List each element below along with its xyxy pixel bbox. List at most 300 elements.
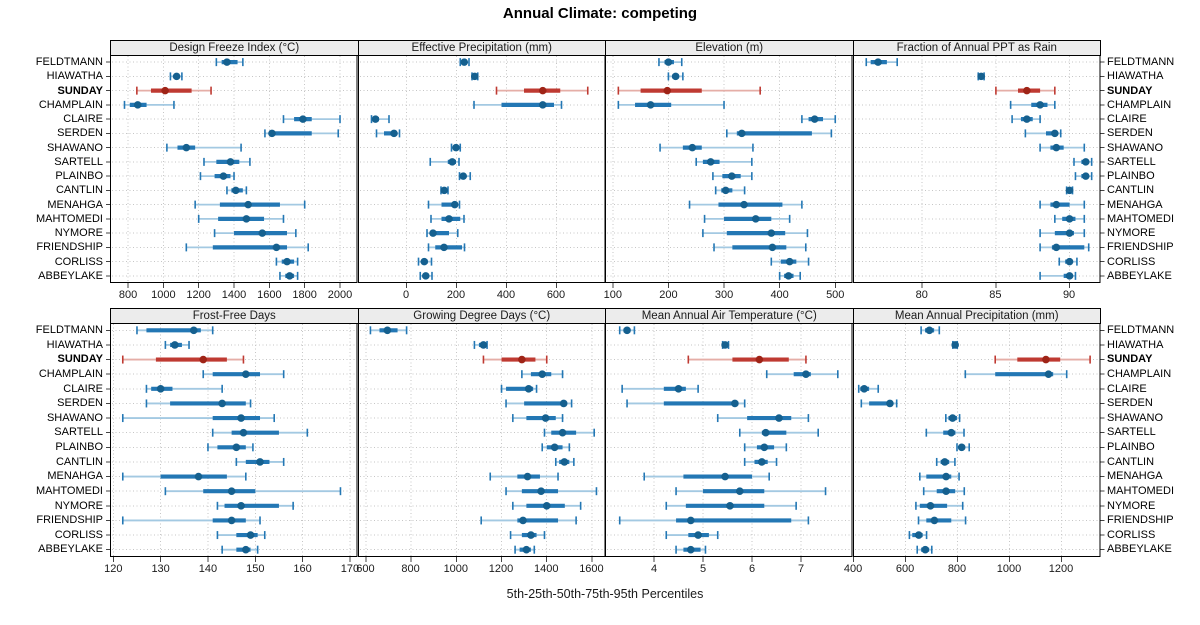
series-feldtmann: [370, 326, 406, 334]
series-sunday: [496, 87, 587, 95]
median-dot: [940, 458, 948, 466]
series-serden: [506, 399, 572, 407]
series-champlain: [767, 370, 838, 378]
station-label-left-nymore: NYMORE: [54, 227, 103, 239]
median-dot: [459, 172, 467, 180]
station-label-right-menahga: MENAHGA: [1107, 470, 1163, 483]
median-dot: [519, 517, 527, 525]
series-abbeylake: [515, 546, 534, 554]
median-dot: [440, 244, 448, 252]
median-dot: [228, 487, 236, 495]
median-dot: [947, 429, 955, 437]
station-label-left-plainbo: PLAINBO: [55, 441, 103, 453]
station-label-left-abbeylake: ABBEYLAKE: [38, 269, 103, 282]
station-label-right-serden: SERDEN: [1107, 397, 1153, 410]
median-dot: [951, 341, 959, 349]
median-dot: [268, 130, 276, 138]
station-label-left-abbeylake: ABBEYLAKE: [38, 543, 103, 556]
median-dot: [647, 101, 655, 109]
station-label-left-feldtmann: FELDTMANN: [35, 56, 103, 68]
station-label-right-serden: SERDEN: [1107, 127, 1153, 140]
median-dot: [445, 215, 453, 223]
station-label-left-corliss: CORLISS: [54, 255, 103, 268]
x-tick-label: 1000: [443, 563, 469, 575]
station-label-right-plainbo: PLAINBO: [1107, 170, 1155, 182]
median-dot: [286, 272, 294, 280]
median-dot: [390, 130, 398, 138]
chart-title: Annual Climate: competing: [502, 5, 698, 22]
median-dot: [1065, 272, 1073, 280]
median-dot: [541, 414, 549, 422]
station-label-left-shawano: SHAWANO: [46, 411, 103, 424]
median-dot: [722, 187, 730, 195]
median-dot: [948, 414, 956, 422]
median-dot: [1052, 144, 1060, 152]
series-corliss: [276, 258, 297, 266]
x-tick-label: 800: [118, 289, 138, 301]
median-dot: [623, 327, 631, 335]
series-sunday: [995, 87, 1054, 95]
x-tick-label: 150: [246, 563, 265, 575]
panel-strip-frost-free-days: Frost-Free Days: [110, 308, 359, 324]
series-cantlin: [440, 186, 448, 194]
station-label-right-nymore: NYMORE: [1107, 499, 1156, 512]
station-label-right-abbeylake: ABBEYLAKE: [1107, 543, 1172, 556]
series-feldtmann: [460, 58, 469, 66]
series-shawano: [718, 414, 809, 422]
series-mahtomedi: [676, 487, 825, 495]
median-dot: [930, 517, 938, 525]
median-dot: [470, 73, 478, 81]
station-label-right-cantlin: CANTLIN: [1107, 184, 1155, 197]
series-champlain: [124, 101, 173, 109]
median-dot: [242, 370, 250, 378]
median-dot: [440, 187, 448, 195]
median-dot: [550, 444, 558, 452]
series-abbeylake: [917, 546, 932, 554]
median-dot: [942, 473, 950, 481]
series-serden: [861, 399, 896, 407]
x-tick-label: 1600: [257, 289, 282, 301]
median-dot: [1065, 215, 1073, 223]
series-serden: [376, 129, 399, 137]
median-dot: [371, 115, 379, 123]
x-tick-label: 1400: [533, 563, 559, 575]
x-tick-label: 90: [1062, 289, 1076, 301]
x-tick-label: 200: [659, 289, 678, 301]
series-shawano: [660, 144, 753, 152]
x-tick-label: 1000: [996, 563, 1022, 575]
median-dot: [157, 385, 165, 393]
series-claire: [858, 385, 877, 393]
station-label-left-mahtomedi: MAHTOMEDI: [35, 484, 103, 497]
series-plainbo: [713, 172, 752, 180]
x-tick-label: 5: [699, 563, 707, 575]
station-label-left-nymore: NYMORE: [54, 499, 103, 512]
station-label-right-sartell: SARTELL: [1107, 155, 1156, 168]
station-label-left-friendship: FRIENDSHIP: [36, 514, 103, 527]
series-menahga: [919, 473, 958, 481]
panel-strip-fraction-ppt-rain: Fraction of Annual PPT as Rain: [853, 40, 1102, 56]
median-dot: [183, 144, 191, 152]
station-label-right-sartell: SARTELL: [1107, 426, 1156, 439]
series-claire: [371, 115, 389, 123]
median-dot: [243, 215, 251, 223]
series-mahtomedi: [705, 215, 790, 223]
series-mahtomedi: [431, 215, 464, 223]
series-friendship: [481, 516, 576, 524]
median-dot: [1052, 244, 1060, 252]
x-tick-label: 2000: [327, 289, 353, 301]
station-label-right-hiawatha: HIAWATHA: [1107, 70, 1164, 83]
series-nymore: [1040, 229, 1084, 237]
x-tick-label: 160: [293, 563, 312, 575]
median-dot: [522, 546, 530, 554]
median-dot: [1044, 370, 1052, 378]
median-dot: [220, 172, 228, 180]
series-friendship: [918, 516, 965, 524]
series-mahtomedi: [1054, 215, 1083, 223]
median-dot: [273, 244, 281, 252]
x-tick-label: 1200: [488, 563, 514, 575]
median-dot: [232, 187, 240, 195]
x-tick-label: 85: [989, 289, 1002, 301]
median-dot: [925, 327, 933, 335]
median-dot: [237, 502, 245, 510]
station-label-right-corliss: CORLISS: [1107, 528, 1156, 541]
median-dot: [134, 101, 142, 109]
series-nymore: [427, 229, 458, 237]
median-dot: [921, 546, 929, 554]
series-friendship: [620, 516, 809, 524]
panel-mean-annual-air-temperature: [605, 323, 853, 557]
station-label-right-sunday: SUNDAY: [1107, 353, 1153, 366]
percentile-caption: 5th-25th-50th-75th-95th Percentiles: [506, 587, 704, 601]
median-dot: [421, 272, 429, 280]
series-claire: [622, 385, 698, 393]
series-nymore: [666, 502, 796, 510]
x-tick-label: 500: [826, 289, 845, 301]
station-label-right-shawano: SHAWANO: [1107, 141, 1164, 154]
median-dot: [1081, 172, 1089, 180]
series-hiawatha: [470, 72, 478, 80]
station-label-right-feldtmann: FELDTMANN: [1107, 324, 1175, 336]
station-label-right-menahga: MENAHGA: [1107, 198, 1163, 211]
median-dot: [218, 400, 226, 408]
median-dot: [560, 458, 568, 466]
panel-strip-effective-precipitation: Effective Precipitation (mm): [358, 40, 607, 56]
series-feldtmann: [620, 326, 635, 334]
station-label-left-menahga: MENAHGA: [47, 198, 103, 211]
median-dot: [450, 201, 458, 209]
series-shawano: [167, 144, 241, 152]
station-label-left-sartell: SARTELL: [54, 155, 103, 168]
station-label-left-hiawatha: HIAWATHA: [46, 338, 103, 351]
series-serden: [627, 399, 745, 407]
median-dot: [420, 258, 428, 266]
series-mahtomedi: [165, 487, 340, 495]
x-tick-label: 130: [151, 563, 170, 575]
median-dot: [721, 341, 729, 349]
median-dot: [758, 458, 766, 466]
series-corliss: [771, 258, 808, 266]
series-shawano: [1040, 144, 1084, 152]
series-menahga: [428, 201, 459, 209]
median-dot: [199, 356, 207, 364]
series-abbeylake: [780, 272, 801, 280]
station-label-right-friendship: FRIENDSHIP: [1107, 241, 1174, 254]
series-nymore: [512, 502, 580, 510]
median-dot: [769, 244, 777, 252]
median-dot: [518, 356, 526, 364]
x-tick-label: 300: [714, 289, 734, 301]
x-tick-label: 140: [198, 563, 218, 575]
series-champlain: [965, 370, 1066, 378]
station-label-left-champlain: CHAMPLAIN: [38, 98, 103, 111]
median-dot: [726, 502, 734, 510]
median-dot: [736, 487, 744, 495]
series-champlain: [618, 101, 724, 109]
series-nymore: [703, 229, 808, 237]
median-dot: [479, 341, 487, 349]
station-label-left-serden: SERDEN: [57, 397, 103, 410]
median-dot: [665, 58, 673, 66]
station-label-right-shawano: SHAWANO: [1107, 411, 1164, 424]
series-menahga: [195, 201, 305, 209]
x-tick-label: 400: [770, 289, 789, 301]
series-corliss: [510, 531, 544, 539]
series-nymore: [215, 229, 296, 237]
median-dot: [756, 356, 764, 364]
x-tick-label: 80: [915, 289, 928, 301]
panel-design-freeze-index: [110, 55, 358, 283]
x-tick-label: 200: [446, 289, 466, 301]
station-label-left-claire: CLAIRE: [63, 382, 103, 395]
station-label-left-feldtmann: FELDTMANN: [35, 324, 103, 336]
series-friendship: [1040, 243, 1089, 251]
station-label-right-hiawatha: HIAWATHA: [1107, 338, 1164, 351]
median-dot: [233, 444, 241, 452]
panel-strip-design-freeze-index: Design Freeze Index (°C): [110, 40, 359, 56]
median-dot: [538, 87, 546, 95]
x-tick-label: 6: [748, 563, 756, 575]
median-dot: [1081, 158, 1089, 166]
station-label-right-feldtmann: FELDTMANN: [1107, 56, 1175, 68]
median-dot: [537, 487, 545, 495]
series-menahga: [644, 473, 769, 481]
median-dot: [762, 429, 770, 437]
median-dot: [258, 229, 266, 237]
series-cantlin: [745, 458, 777, 466]
series-sunday: [688, 356, 806, 364]
series-serden: [727, 129, 832, 137]
median-dot: [1036, 101, 1044, 109]
series-cantlin: [227, 186, 246, 194]
median-dot: [228, 517, 236, 525]
panel-border: [853, 324, 1100, 557]
series-plainbo: [208, 443, 253, 451]
series-mahtomedi: [923, 487, 964, 495]
panel-mean-annual-precipitation: [853, 323, 1101, 557]
median-dot: [811, 115, 819, 123]
series-claire: [802, 115, 835, 123]
station-label-left-corliss: CORLISS: [54, 528, 103, 541]
series-abbeylake: [1040, 272, 1075, 280]
panel-border: [358, 56, 605, 283]
median-dot: [914, 531, 922, 539]
median-dot: [942, 487, 950, 495]
series-sartell: [1073, 158, 1091, 166]
series-claire: [1012, 115, 1040, 123]
series-plainbo: [956, 443, 968, 451]
series-sartell: [544, 429, 594, 437]
median-dot: [240, 429, 248, 437]
panel-fraction-ppt-rain: [853, 55, 1101, 283]
median-dot: [663, 87, 671, 95]
panel-strip-growing-degree-days: Growing Degree Days (°C): [358, 308, 607, 324]
median-dot: [299, 115, 307, 123]
series-mahtomedi: [506, 487, 596, 495]
series-corliss: [1059, 258, 1077, 266]
median-dot: [977, 73, 985, 81]
x-tick-label: 600: [356, 563, 375, 575]
median-dot: [672, 73, 680, 81]
median-dot: [190, 327, 198, 335]
x-tick-label: 600: [546, 289, 566, 301]
series-sartell: [213, 429, 308, 437]
series-menahga: [1040, 201, 1084, 209]
median-dot: [785, 272, 793, 280]
median-dot: [1065, 229, 1073, 237]
series-menahga: [123, 473, 246, 481]
median-dot: [256, 458, 264, 466]
x-tick-label: 120: [104, 563, 123, 575]
median-dot: [247, 531, 255, 539]
series-plainbo: [459, 172, 470, 180]
series-cantlin: [936, 458, 954, 466]
median-dot: [802, 370, 810, 378]
series-hiawatha: [951, 341, 959, 349]
station-label-right-mahtomedi: MAHTOMEDI: [1107, 484, 1175, 497]
x-tick-label: 100: [603, 289, 622, 301]
station-label-left-sartell: SARTELL: [54, 426, 103, 439]
series-mahtomedi: [199, 215, 284, 223]
median-dot: [767, 229, 775, 237]
series-menahga: [690, 201, 802, 209]
station-label-left-plainbo: PLAINBO: [55, 170, 103, 182]
median-dot: [707, 158, 715, 166]
x-tick-label: 1200: [186, 289, 211, 301]
median-dot: [687, 546, 695, 554]
series-cantlin: [555, 458, 573, 466]
median-dot: [752, 215, 760, 223]
median-dot: [538, 101, 546, 109]
median-dot: [429, 229, 437, 237]
median-dot: [460, 58, 468, 66]
median-dot: [721, 473, 729, 481]
panel-growing-degree-days: [358, 323, 606, 557]
series-shawano: [123, 414, 274, 422]
series-serden: [146, 399, 250, 407]
station-label-right-claire: CLAIRE: [1107, 382, 1147, 395]
median-dot: [957, 444, 965, 452]
series-plainbo: [200, 172, 234, 180]
median-dot: [244, 201, 252, 209]
median-dot: [383, 327, 391, 335]
series-hiawatha: [721, 341, 729, 349]
series-hiawatha: [977, 72, 985, 80]
station-label-left-champlain: CHAMPLAIN: [38, 367, 103, 380]
series-abbeylake: [420, 272, 432, 280]
median-dot: [538, 370, 546, 378]
series-champlain: [474, 101, 562, 109]
station-label-right-friendship: FRIENDSHIP: [1107, 514, 1174, 527]
series-corliss: [909, 531, 926, 539]
panel-effective-precipitation: [358, 55, 606, 283]
panel-strip-mean-annual-air-temperature: Mean Annual Air Temperature (°C): [605, 308, 854, 324]
median-dot: [731, 400, 739, 408]
median-dot: [675, 385, 683, 393]
median-dot: [740, 201, 748, 209]
x-tick-label: 600: [895, 563, 915, 575]
series-sartell: [926, 429, 964, 437]
series-feldtmann: [659, 58, 682, 66]
series-feldtmann: [216, 58, 242, 66]
station-label-right-corliss: CORLISS: [1107, 255, 1156, 268]
x-tick-label: 1800: [292, 289, 317, 301]
series-feldtmann: [866, 58, 897, 66]
median-dot: [171, 341, 179, 349]
series-corliss: [666, 531, 717, 539]
series-champlain: [1010, 101, 1054, 109]
series-shawano: [512, 414, 562, 422]
station-label-right-champlain: CHAMPLAIN: [1107, 367, 1172, 380]
median-dot: [728, 172, 736, 180]
series-friendship: [714, 243, 806, 251]
series-friendship: [123, 516, 260, 524]
median-dot: [227, 158, 235, 166]
station-label-left-shawano: SHAWANO: [46, 141, 103, 154]
series-sunday: [137, 87, 211, 95]
series-hiawatha: [474, 341, 487, 349]
x-tick-label: 1200: [1048, 563, 1074, 575]
series-shawano: [451, 144, 460, 152]
median-dot: [689, 144, 697, 152]
series-sunday: [123, 356, 244, 364]
median-dot: [1065, 187, 1073, 195]
station-label-left-menahga: MENAHGA: [47, 470, 103, 483]
station-label-left-serden: SERDEN: [57, 127, 103, 140]
panel-strip-mean-annual-precipitation: Mean Annual Precipitation (mm): [853, 308, 1102, 324]
series-plainbo: [1075, 172, 1091, 180]
series-friendship: [186, 243, 308, 251]
median-dot: [886, 400, 894, 408]
series-claire: [283, 115, 340, 123]
x-tick-label: 170: [340, 563, 360, 575]
median-dot: [524, 385, 532, 393]
median-dot: [1051, 130, 1059, 138]
median-dot: [452, 144, 460, 152]
series-sartell: [204, 158, 250, 166]
median-dot: [926, 502, 934, 510]
median-dot: [558, 429, 566, 437]
median-dot: [237, 414, 245, 422]
series-serden: [265, 129, 338, 137]
median-dot: [694, 531, 702, 539]
station-label-right-champlain: CHAMPLAIN: [1107, 98, 1172, 111]
panel-strip-elevation: Elevation (m): [605, 40, 854, 56]
median-dot: [523, 473, 531, 481]
